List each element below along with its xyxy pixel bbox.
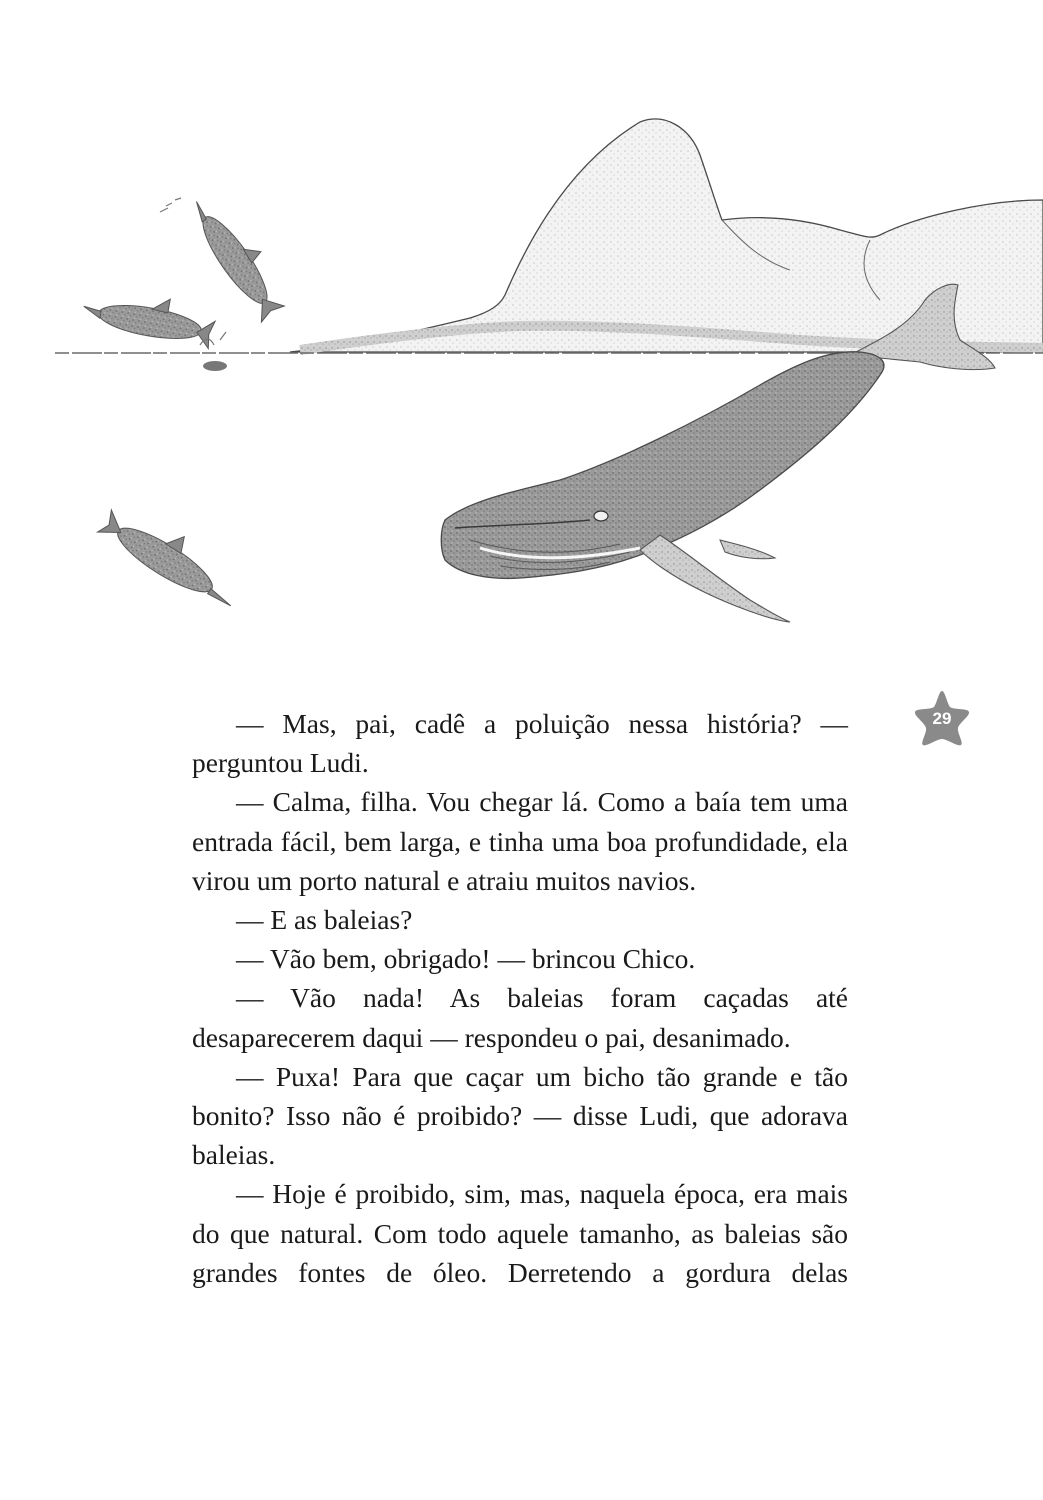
page-number: 29	[932, 709, 952, 728]
story-text	[192, 704, 848, 1292]
paragraph: — Vão nada! As baleias foram caçadas até desaparecerem daqui — respondeu o pai, desanimado.	[192, 982, 848, 1053]
sea-illustration	[0, 100, 1043, 640]
paragraph: — E as baleias?	[236, 904, 413, 936]
paragraph: — Hoje é proibido, sim, mas, naquela época, era mais do que natural. Com todo aquele tamanho, as baleias são grandes fontes de óleo. Derretendo a gordura delas	[192, 1178, 848, 1288]
dolphin-icon	[183, 188, 294, 322]
paragraph: — Vão bem, obrigado! — brincou Chico.	[236, 943, 696, 975]
paragraph: — Puxa! Para que caçar um bicho tão grande e tão bonito? Isso não é proibido? — disse Ludi, que adorava baleias.	[192, 1060, 848, 1171]
dolphin-icon	[96, 496, 249, 615]
page-number-badge	[912, 688, 972, 748]
dolphin-icon	[80, 285, 217, 349]
paragraph: — Mas, pai, cadê a poluição nessa história? — perguntou Ludi.	[192, 708, 848, 779]
paragraph: — Calma, filha. Vou chegar lá. Como a baía tem uma entrada fácil, bem larga, e tinha uma boa profundidade, ela virou um porto natural e atraiu muitos navios.	[192, 786, 848, 896]
